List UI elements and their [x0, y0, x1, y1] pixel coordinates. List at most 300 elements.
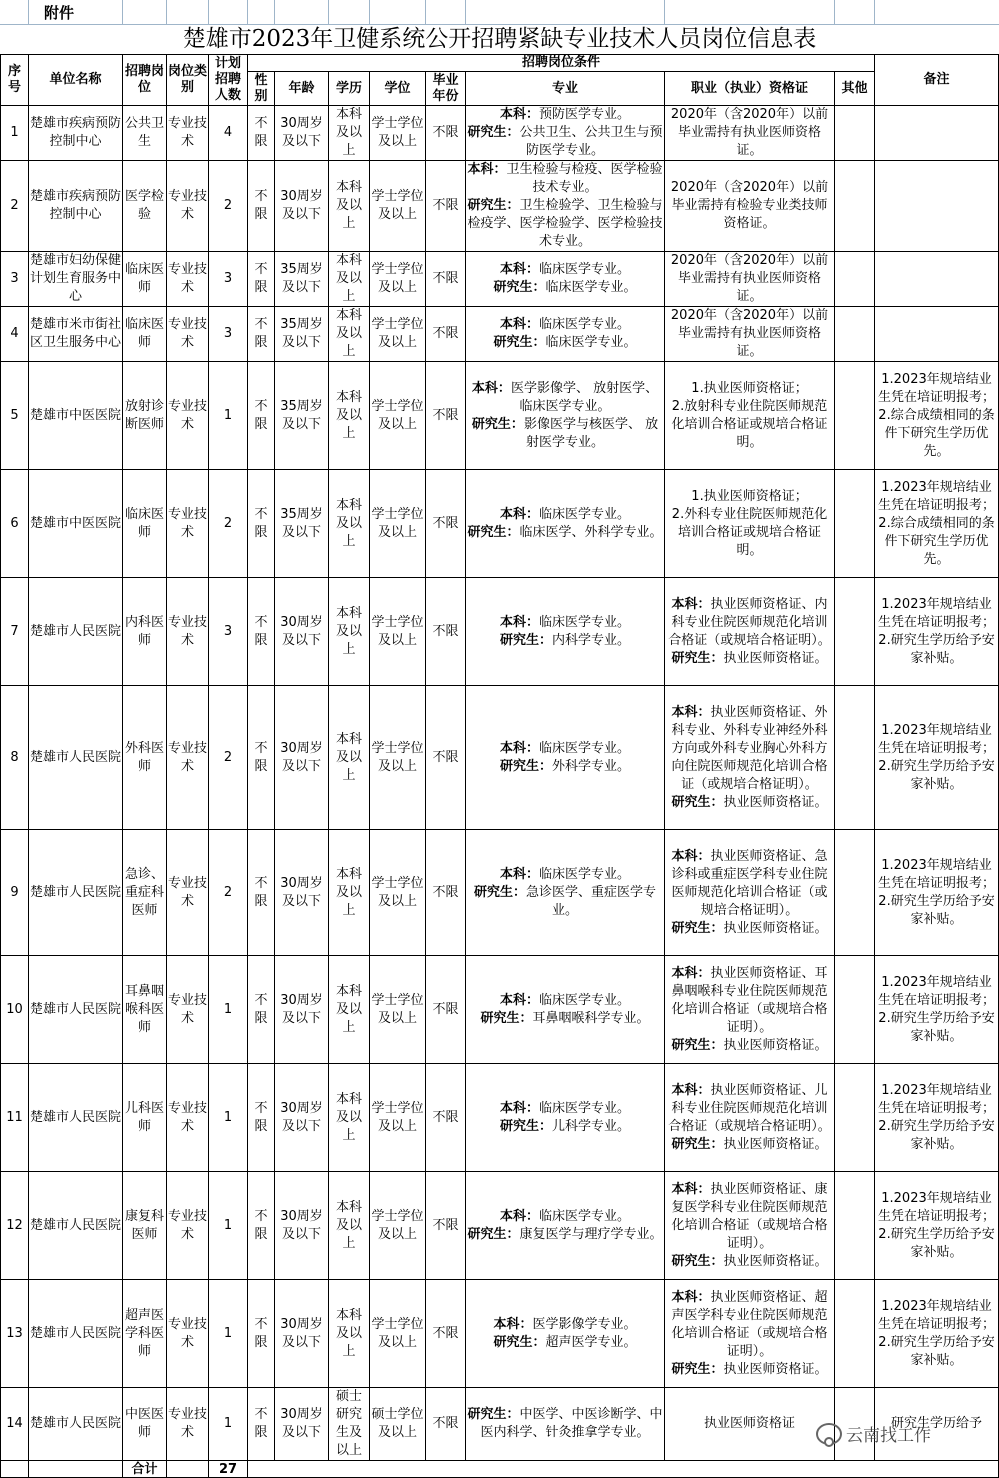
major-line: [467, 334, 663, 352]
cell-remark: [875, 106, 999, 161]
cell-gender: 不限: [248, 1388, 275, 1461]
cell-count: 2: [209, 686, 248, 830]
cell-education: 本科及以上: [329, 578, 370, 686]
qualification-level-label: 研究生：: [671, 794, 724, 810]
qualification-text: 执业医师资格证、儿科专业住院医师规范化培训合格证（或规培合格证明）。: [668, 1082, 831, 1134]
cell-remark: 1.2023年规培结业生凭在培证明报考； 2.研究生学历给予安家补贴。: [875, 830, 999, 956]
major-text: 临床医学专业。: [545, 335, 637, 350]
major-line: [467, 197, 663, 251]
major-line: [467, 1118, 663, 1136]
cell-post: 放射诊断医师: [123, 362, 167, 470]
cell-education: 本科及以上: [329, 470, 370, 578]
major-line: [467, 1010, 663, 1028]
cell-seq: 6: [1, 470, 29, 578]
cell-education: 本科及以上: [329, 956, 370, 1064]
qualification-text: 1.执业医师资格证；: [691, 380, 808, 396]
gridline: [874, 0, 875, 24]
qualification-text: 2020年（含2020年）以前毕业需持有执业医师资格证。: [670, 308, 829, 359]
cell-grad-year: 不限: [426, 956, 466, 1064]
cell-unit: 楚雄市人民医院: [29, 956, 123, 1064]
cell-other: [835, 106, 875, 161]
cell-post: 外科医师: [123, 686, 167, 830]
major-text: 临床医学专业。: [539, 614, 631, 630]
cell-qualification: [665, 362, 835, 470]
cell-grad-year: 不限: [426, 106, 466, 161]
header-gender: 性别: [248, 72, 275, 106]
cell-major: [466, 252, 665, 307]
cell-seq: 5: [1, 362, 29, 470]
cell-gender: 不限: [248, 686, 275, 830]
major-level-label: 本科：: [467, 162, 507, 177]
major-level-label: 本科：: [499, 740, 539, 756]
cell-degree: 学士学位及以上: [370, 470, 426, 578]
qualification-line: [666, 1289, 833, 1361]
cell-qualification: [665, 578, 835, 686]
qualification-level-label: 研究生：: [671, 1037, 724, 1053]
cell-post: 临床医师: [123, 470, 167, 578]
major-line: [467, 866, 663, 884]
gridline: [664, 0, 665, 24]
major-level-label: 研究生：: [493, 280, 546, 295]
major-level-label: 本科：: [499, 262, 539, 277]
cell-qualification: [665, 106, 835, 161]
cell-degree: 学士学位及以上: [370, 578, 426, 686]
cell-category: 专业技术: [167, 307, 209, 362]
qualification-text: 执业医师资格证、耳鼻咽喉科专业住院医师规范化培训合格证（或规培合格证明）。: [671, 965, 828, 1035]
cell-remark: [875, 161, 999, 252]
header-seq: 序号: [1, 55, 29, 106]
cell-post: 康复科医师: [123, 1172, 167, 1280]
cell-category: 专业技术: [167, 1280, 209, 1388]
major-text: 医学影像学、 放射医学、 临床医学专业。: [510, 380, 659, 414]
header-conditions: 招聘岗位条件: [248, 55, 875, 72]
table-row: [1, 686, 999, 830]
cell-degree: 学士学位及以上: [370, 1280, 426, 1388]
header-remark: 备注: [875, 55, 999, 106]
header-grad-year: 毕业年份: [426, 72, 466, 106]
cell-unit: 楚雄市妇幼保健计划生育服务中心: [29, 252, 123, 307]
cell-category: 专业技术: [167, 578, 209, 686]
qualification-line: [666, 179, 833, 233]
cell-gender: 不限: [248, 1064, 275, 1172]
major-text: 临床医学专业。: [539, 1100, 631, 1116]
cell-degree: 学士学位及以上: [370, 686, 426, 830]
cell-gender: 不限: [248, 161, 275, 252]
qualification-line: [666, 307, 833, 361]
major-level-label: 本科：: [493, 1316, 533, 1332]
cell-major: [466, 362, 665, 470]
cell-qualification: [665, 1280, 835, 1388]
major-level-label: 研究生：: [467, 125, 520, 140]
header-major: 专业: [466, 72, 665, 106]
qualification-line: [666, 1037, 833, 1055]
cell-major: [466, 1280, 665, 1388]
major-text: 临床医学专业。: [545, 280, 637, 295]
cell-seq: 11: [1, 1064, 29, 1172]
major-level-label: 本科：: [499, 317, 539, 332]
cell-age: 30周岁及以下: [275, 106, 329, 161]
cell-seq: 4: [1, 307, 29, 362]
qualification-line: [666, 965, 833, 1037]
header-other: 其他: [835, 72, 875, 106]
qualification-text: 执业医师资格证。: [723, 650, 828, 666]
cell-education: 本科及以上: [329, 1172, 370, 1280]
major-level-label: 研究生：: [471, 416, 524, 432]
major-line: [467, 316, 663, 334]
cell-grad-year: 不限: [426, 161, 466, 252]
total-count: 27: [209, 1461, 248, 1478]
cell-seq: 12: [1, 1172, 29, 1280]
major-level-label: 本科：: [499, 992, 539, 1008]
qualification-text: 执业医师资格证。: [723, 1253, 828, 1269]
cell-category: 专业技术: [167, 161, 209, 252]
major-line: [467, 614, 663, 632]
cell-unit: 楚雄市中医医院: [29, 470, 123, 578]
cell-age: 30周岁及以下: [275, 161, 329, 252]
cell-other: [835, 1280, 875, 1388]
qualification-level-label: 研究生：: [671, 1361, 724, 1377]
table-row: [1, 1172, 999, 1280]
cell-remark: 1.2023年规培结业生凭在培证明报考； 2.研究生学历给予安家补贴。: [875, 1064, 999, 1172]
cell-qualification: [665, 252, 835, 307]
table-row: [1, 161, 999, 252]
major-line: [467, 124, 663, 160]
cell-count: 1: [209, 956, 248, 1064]
qualification-level-label: 本科：: [671, 965, 711, 981]
watermark-text: 云南找工作: [846, 1426, 931, 1446]
major-level-label: 本科：: [499, 1208, 539, 1224]
cell-education: 本科及以上: [329, 362, 370, 470]
cell-post: 临床医师: [123, 307, 167, 362]
cell-remark: [875, 307, 999, 362]
major-line: [467, 1226, 663, 1244]
cell-count: 4: [209, 106, 248, 161]
cell-category: 专业技术: [167, 686, 209, 830]
major-text: 康复医学与理疗学专业。: [519, 1226, 663, 1242]
cell-unit: 楚雄市疾病预防控制中心: [29, 161, 123, 252]
qualification-level-label: 本科：: [671, 704, 711, 720]
cell-qualification: [665, 686, 835, 830]
cell-category: 专业技术: [167, 956, 209, 1064]
cell-post: 临床医师: [123, 252, 167, 307]
major-line: [467, 632, 663, 650]
major-text: 中医学、中医诊断学、中医内科学、针灸推拿学专业。: [480, 1407, 663, 1440]
cell-other: [835, 686, 875, 830]
cell-unit: 楚雄市人民医院: [29, 578, 123, 686]
cell-education: 本科及以上: [329, 1064, 370, 1172]
major-line: [467, 524, 663, 542]
cell-qualification: [665, 161, 835, 252]
cell-seq: 2: [1, 161, 29, 252]
qualification-text: 执业医师资格证。: [723, 1136, 828, 1152]
major-line: [467, 106, 663, 124]
major-line: [467, 758, 663, 776]
major-line: [467, 992, 663, 1010]
cell-unit: 楚雄市人民医院: [29, 1280, 123, 1388]
major-line: [467, 416, 663, 452]
cell-post: 急诊、重症科医师: [123, 830, 167, 956]
major-text: 外科学专业。: [552, 758, 631, 774]
major-level-label: 本科：: [499, 506, 539, 522]
major-line: [467, 279, 663, 297]
qualification-text: 2.放射科专业住院医师规范化培训合格证或规培合格证明。: [671, 398, 828, 450]
table-row: [1, 1064, 999, 1172]
gridline: [28, 0, 29, 24]
table-row: [1, 578, 999, 686]
cell-gender: 不限: [248, 830, 275, 956]
cell-age: 35周岁及以下: [275, 470, 329, 578]
major-line: [467, 261, 663, 279]
cell-major: [466, 956, 665, 1064]
major-level-label: 本科：: [499, 866, 539, 882]
cell-other: [835, 252, 875, 307]
cell-age: 35周岁及以下: [275, 362, 329, 470]
qualification-level-label: 研究生：: [671, 920, 724, 936]
major-line: [467, 506, 663, 524]
gridline: [425, 0, 426, 24]
cell-category: 专业技术: [167, 1388, 209, 1461]
cell-major: [466, 830, 665, 956]
cell-count: 1: [209, 362, 248, 470]
cell-major: [466, 578, 665, 686]
cell-gender: 不限: [248, 470, 275, 578]
cell-remark: 1.2023年规培结业生凭在培证明报考； 2.研究生学历给予安家补贴。: [875, 956, 999, 1064]
cell-post: 公共卫生: [123, 106, 167, 161]
watermark: [816, 1421, 931, 1446]
cell-gender: 不限: [248, 252, 275, 307]
major-text: 临床医学专业。: [539, 1208, 631, 1224]
major-level-label: 研究生：: [499, 758, 552, 774]
major-level-label: 研究生：: [493, 1334, 546, 1350]
major-text: 卫生检验与检疫、医学检验技术专业。: [506, 162, 663, 195]
qualification-text: 执业医师资格证。: [723, 920, 828, 936]
major-text: 内科学专业。: [552, 632, 631, 648]
qualification-line: [666, 398, 833, 452]
qualification-level-label: 本科：: [671, 1082, 711, 1098]
major-text: 医学影像学专业。: [532, 1316, 637, 1332]
qualification-text: 执业医师资格证、内科专业住院医师规范化培训合格证（或规培合格证明）。: [668, 596, 831, 648]
cell-other: [835, 161, 875, 252]
cell-unit: 楚雄市疾病预防控制中心: [29, 106, 123, 161]
cell-degree: 学士学位及以上: [370, 830, 426, 956]
major-level-label: 本科：: [499, 1100, 539, 1116]
cell-gender: 不限: [248, 1172, 275, 1280]
cell-gender: 不限: [248, 956, 275, 1064]
cell-degree: 学士学位及以上: [370, 161, 426, 252]
cell-count: 3: [209, 578, 248, 686]
cell-age: 30周岁及以下: [275, 578, 329, 686]
cell-other: [835, 362, 875, 470]
cell-remark: 1.2023年规培结业生凭在培证明报考； 2.综合成绩相同的条件下研究生学历优先。: [875, 470, 999, 578]
cell-major: [466, 307, 665, 362]
qualification-text: 2.外科专业住院医师规范化培训合格证或规培合格证明。: [671, 506, 828, 558]
cell-seq: 7: [1, 578, 29, 686]
qualification-line: [666, 488, 833, 506]
qualification-line: [666, 704, 833, 794]
major-level-label: 研究生：: [499, 1118, 552, 1134]
major-level-label: 研究生：: [473, 884, 526, 900]
cell-degree: 学士学位及以上: [370, 252, 426, 307]
cell-major: [466, 686, 665, 830]
cell-remark: 1.2023年规培结业生凭在培证明报考； 2.研究生学历给予安家补贴。: [875, 1172, 999, 1280]
qualification-text: 2020年（含2020年）以前毕业需持有执业医师资格证。: [670, 107, 829, 158]
cell-count: 2: [209, 830, 248, 956]
major-level-label: 研究生：: [467, 1407, 520, 1422]
cell-grad-year: 不限: [426, 1280, 466, 1388]
qualification-text: 执业医师资格证。: [723, 794, 828, 810]
cell-unit: 楚雄市人民医院: [29, 1172, 123, 1280]
qualification-text: 执业医师资格证、急诊科或重症医学科专业住院医师规范化培训合格证（或规培合格证明）。: [671, 848, 828, 918]
cell-age: 30周岁及以下: [275, 686, 329, 830]
cell-seq: 1: [1, 106, 29, 161]
cell-age: 35周岁及以下: [275, 307, 329, 362]
cell-unit: 楚雄市中医医院: [29, 362, 123, 470]
cell-post: 超声医学科医师: [123, 1280, 167, 1388]
cell-remark: 1.2023年规培结业生凭在培证明报考； 2.研究生学历给予安家补贴。: [875, 686, 999, 830]
qualification-level-label: 本科：: [671, 1289, 711, 1305]
qualification-line: [666, 1361, 833, 1379]
cell-age: 30周岁及以下: [275, 1064, 329, 1172]
table-row: [1, 362, 999, 470]
cell-post: 儿科医师: [123, 1064, 167, 1172]
cell-count: 1: [209, 1280, 248, 1388]
cell-grad-year: 不限: [426, 578, 466, 686]
cell-gender: 不限: [248, 307, 275, 362]
cell-degree: 学士学位及以上: [370, 362, 426, 470]
cell-other: [835, 470, 875, 578]
cell-gender: 不限: [248, 1280, 275, 1388]
cell-grad-year: 不限: [426, 1388, 466, 1461]
gridline: [274, 0, 275, 24]
cell-count: 2: [209, 161, 248, 252]
cell-degree: 学士学位及以上: [370, 307, 426, 362]
qualification-level-label: 研究生：: [671, 1136, 724, 1152]
qualification-line: [666, 596, 833, 650]
header-degree: 学位: [370, 72, 426, 106]
cell-remark: 1.2023年规培结业生凭在培证明报考； 2.研究生学历给予安家补贴。: [875, 1280, 999, 1388]
cell-remark: 研究生学历给予: [875, 1388, 999, 1461]
cell-major: [466, 106, 665, 161]
cell-degree: 学士学位及以上: [370, 956, 426, 1064]
qualification-text: 1.执业医师资格证；: [691, 488, 808, 504]
header-age: 年龄: [275, 72, 329, 106]
cell-education: 本科及以上: [329, 307, 370, 362]
qualification-text: 2020年（含2020年）以前毕业需持有执业医师资格证。: [670, 253, 829, 304]
header-count: 计划招聘人数: [209, 55, 248, 106]
header-unit: 单位名称: [29, 55, 123, 106]
cell-remark: 1.2023年规培结业生凭在培证明报考； 2.综合成绩相同的条件下研究生学历优先。: [875, 362, 999, 470]
major-text: 急诊医学、重症医学专业。: [526, 884, 657, 918]
cell-education: 本科及以上: [329, 686, 370, 830]
cell-education: 本科及以上: [329, 252, 370, 307]
gridline: [369, 0, 370, 24]
cell-degree: 硕士学位及以上: [370, 1388, 426, 1461]
major-text: 预防医学专业。: [539, 107, 631, 122]
cell-category: 专业技术: [167, 252, 209, 307]
cell-seq: 3: [1, 252, 29, 307]
cell-other: [835, 956, 875, 1064]
qualification-line: [666, 848, 833, 920]
qualification-level-label: 本科：: [671, 848, 711, 864]
cell-age: 35周岁及以下: [275, 252, 329, 307]
major-level-label: 研究生：: [467, 198, 520, 213]
major-line: [467, 380, 663, 416]
table-row: [1, 956, 999, 1064]
cell-count: 2: [209, 470, 248, 578]
major-line: [467, 1406, 663, 1442]
cell-qualification: [665, 1388, 835, 1461]
qualification-level-label: 本科：: [671, 596, 711, 612]
major-text: 临床医学专业。: [539, 262, 631, 277]
gridline: [465, 0, 466, 24]
cell-qualification: [665, 470, 835, 578]
major-text: 临床医学专业。: [539, 992, 631, 1008]
cell-gender: 不限: [248, 106, 275, 161]
cell-qualification: [665, 307, 835, 362]
cell-grad-year: 不限: [426, 1064, 466, 1172]
cell-post: 中医医师: [123, 1388, 167, 1461]
major-text: 临床医学专业。: [539, 506, 631, 522]
major-level-label: 本科：: [499, 614, 539, 630]
qualification-text: 执业医师资格证、超声医学科专业住院医师规范化培训合格证（或规培合格证明）。: [671, 1289, 828, 1359]
cell-other: [835, 307, 875, 362]
cell-seq: 14: [1, 1388, 29, 1461]
major-line: [467, 1100, 663, 1118]
qualification-level-label: 本科：: [671, 1181, 711, 1197]
major-text: 影像医学与核医学、 放射医学专业。: [523, 416, 659, 450]
cell-grad-year: 不限: [426, 470, 466, 578]
major-line: [467, 1208, 663, 1226]
cell-count: 3: [209, 307, 248, 362]
cell-major: [466, 1172, 665, 1280]
header-post: 招聘岗位: [123, 55, 167, 106]
cell-seq: 8: [1, 686, 29, 830]
cell-age: 30周岁及以下: [275, 830, 329, 956]
cell-post: 内科医师: [123, 578, 167, 686]
header-category: 岗位类别: [167, 55, 209, 106]
major-level-label: 本科：: [499, 107, 539, 122]
cell-gender: 不限: [248, 578, 275, 686]
cell-other: [835, 1172, 875, 1280]
cell-remark: 1.2023年规培结业生凭在培证明报考； 2.研究生学历给予安家补贴。: [875, 578, 999, 686]
qualification-level-label: 研究生：: [671, 650, 724, 666]
qualification-text: 2020年（含2020年）以前毕业需持有检验专业类技师资格证。: [670, 180, 829, 231]
positions-table: [0, 54, 999, 1478]
qualification-line: [666, 1415, 833, 1433]
major-level-label: 研究生：: [467, 1226, 520, 1242]
cell-degree: 学士学位及以上: [370, 106, 426, 161]
cell-other: [835, 578, 875, 686]
qualification-line: [666, 252, 833, 306]
total-label: 合计: [123, 1461, 167, 1478]
major-line: [467, 1316, 663, 1334]
cell-major: [466, 161, 665, 252]
cell-remark: [875, 252, 999, 307]
cell-degree: 学士学位及以上: [370, 1064, 426, 1172]
qualification-level-label: 研究生：: [671, 1253, 724, 1269]
header-education: 学历: [329, 72, 370, 106]
cell-grad-year: 不限: [426, 252, 466, 307]
qualification-line: [666, 650, 833, 668]
cell-seq: 13: [1, 1280, 29, 1388]
cell-unit: 楚雄市人民医院: [29, 1388, 123, 1461]
cell-age: 30周岁及以下: [275, 1172, 329, 1280]
cell-count: 3: [209, 252, 248, 307]
gridline: [208, 0, 209, 24]
cell-qualification: [665, 956, 835, 1064]
qualification-text: 执业医师资格证: [703, 1416, 795, 1431]
cell-major: [466, 1064, 665, 1172]
